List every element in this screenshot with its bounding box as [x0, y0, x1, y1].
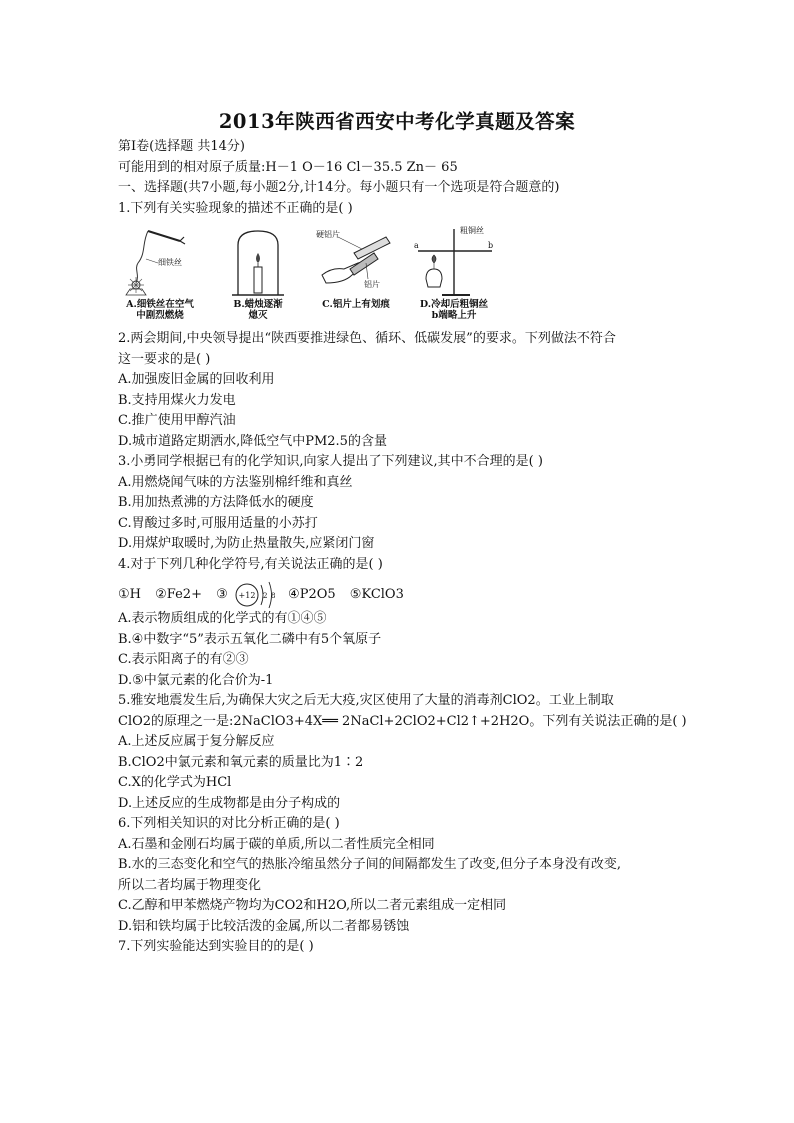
- q2-stem-1: 2.两会期间,中央领导提出“陕西要推进绿色、循环、低碳发展”的要求。下列做法不符合: [118, 331, 616, 346]
- symbol-2: ②Fe2+: [155, 587, 202, 602]
- figure-a: [118, 223, 202, 327]
- q6-stem: 6.下列相关知识的对比分析正确的是( ): [118, 816, 340, 831]
- q1-stem: 1.下列有关实验现象的描述不正确的是( ): [118, 200, 353, 216]
- fig-c-caption: [322, 299, 390, 310]
- fig-b-caption-1: B.蜡烛逐渐: [233, 299, 283, 310]
- q3-option-b: B.用加热煮沸的方法降低水的硬度: [118, 495, 314, 510]
- q1-figures: [118, 223, 718, 327]
- q4-symbols: [118, 575, 718, 609]
- figure-d: [412, 223, 496, 327]
- q2-option-b: B.支持用煤火力发电: [118, 392, 236, 408]
- copper-wire-lever-illustration: [412, 223, 496, 297]
- symbol-5: ⑤KClO3: [349, 587, 404, 602]
- fig-d-caption-1: D.冷却后粗铜丝: [419, 299, 489, 310]
- fig-b-caption-2: 熄灭: [248, 310, 268, 321]
- q5-stem-1: 5.雅安地震发生后,为确保大灾之后无大疫,灾区使用了大量的消毒剂ClO2。工业上制取: [118, 693, 614, 708]
- q6-option-c: C.乙醇和甲苯燃烧产物均为CO2和H2O,所以二者元素组成一定相同: [118, 898, 507, 913]
- q3-stem: 3.小勇同学根据已有的化学知识,向家人提出了下列建议,其中不合理的是( ): [118, 454, 543, 469]
- fig-a-caption: [126, 299, 194, 321]
- q4-option-c: C.表示阳离子的有②③: [118, 652, 249, 667]
- q2-option-a: A.加强废旧金属的回收利用: [118, 372, 275, 387]
- q4-option-a: A.表示物质组成的化学式的有①④⑤: [118, 611, 327, 626]
- shell-2-electrons: 8: [270, 591, 276, 600]
- fig-d-label-a: a: [414, 241, 419, 250]
- fig-d-label-1: 粗铜丝: [460, 226, 484, 235]
- symbol-1: ①H: [118, 587, 141, 602]
- fig-c-caption-1: C.铝片上有划痕: [322, 299, 390, 310]
- figure-b: [216, 223, 300, 327]
- q6-option-d: D.铝和铁均属于比较活泼的金属,所以二者都易锈蚀: [118, 918, 410, 934]
- fig-c-label-1: 硬铝片: [316, 230, 340, 239]
- section-instructions: 一、选择题(共7小题,每小题2分,计14分。每小题只有一个选项是符合题意的): [118, 180, 560, 195]
- q5-stem-2: ClO2的原理之一是:2NaClO3+4X══ 2NaCl+2ClO2+Cl2↑+2H2O。下列有关说法正确的是( ): [118, 713, 687, 729]
- q3-option-c: C.胃酸过多时,可服用适量的小苏打: [118, 515, 318, 531]
- fig-a-caption-1: A.细铁丝在空气: [126, 299, 194, 310]
- q2-option-d: D.城市道路定期洒水,降低空气中PM2.5的含量: [118, 433, 387, 449]
- fig-b-caption: [233, 299, 282, 321]
- q2-stem-2: 这一要求的是( ): [118, 351, 211, 367]
- q5-option-c: C.X的化学式为HCl: [118, 775, 232, 790]
- iron-wire-burning-illustration: [118, 223, 202, 297]
- q6-option-b-2: 所以二者均属于物理变化: [118, 877, 262, 893]
- document-body: [118, 137, 718, 958]
- symbol-4: ④P2O5: [288, 587, 336, 602]
- q4-option-d: D.⑤中氯元素的化合价为-1: [118, 672, 274, 688]
- q5-option-a: A.上述反应属于复分解反应: [118, 734, 275, 749]
- atom-structure-diagram: [234, 578, 280, 612]
- fig-a-label: 细铁丝: [158, 258, 182, 267]
- q4-stem: 4.对于下列几种化学符号,有关说法正确的是( ): [118, 556, 383, 572]
- atomic-masses: 可能用到的相对原子质量:H－1 O－16 Cl－35.5 Zn－ 65: [118, 159, 458, 175]
- figure-c: [314, 223, 398, 327]
- section-header: 第Ⅰ卷(选择题 共14分): [118, 139, 245, 154]
- q2-option-c: C.推广使用甲醇汽油: [118, 413, 236, 428]
- q3-option-d: D.用煤炉取暖时,为防止热量散失,应紧闭门窗: [118, 536, 375, 551]
- fig-d-caption-2: b端略上升: [431, 310, 477, 321]
- fig-d-label-b: b: [488, 241, 494, 250]
- q5-option-b: B.ClO2中氯元素和氧元素的质量比为1∶2: [118, 754, 364, 770]
- q3-option-a: A.用燃烧闻气味的方法鉴别棉纤维和真丝: [118, 474, 353, 490]
- nucleus-charge: +12: [238, 590, 256, 600]
- q6-option-b-1: B.水的三态变化和空气的热胀冷缩虽然分子间的间隔都发生了改变,但分子本身没有改变,: [118, 857, 621, 872]
- symbol-3: ③: [216, 587, 228, 602]
- fig-d-caption: [420, 299, 488, 321]
- q7-stem: 7.下列实验能达到实验目的的是( ): [118, 939, 314, 954]
- shell-1-electrons: 2: [262, 591, 268, 600]
- aluminum-scratch-illustration: [314, 223, 398, 297]
- q5-option-d: D.上述反应的生成物都是由分子构成的: [118, 795, 341, 811]
- candle-in-jar-illustration: [216, 223, 300, 297]
- page-title: 2013年陕西省西安中考化学真题及答案: [218, 110, 576, 133]
- fig-c-label-2: 铝片: [364, 280, 380, 289]
- q4-option-b: B.④中数字“5”表示五氧化二磷中有5个氧原子: [118, 631, 382, 647]
- q6-option-a: A.石墨和金刚石均属于碳的单质,所以二者性质完全相同: [118, 836, 435, 852]
- fig-a-caption-2: 中剧烈燃烧: [136, 310, 184, 321]
